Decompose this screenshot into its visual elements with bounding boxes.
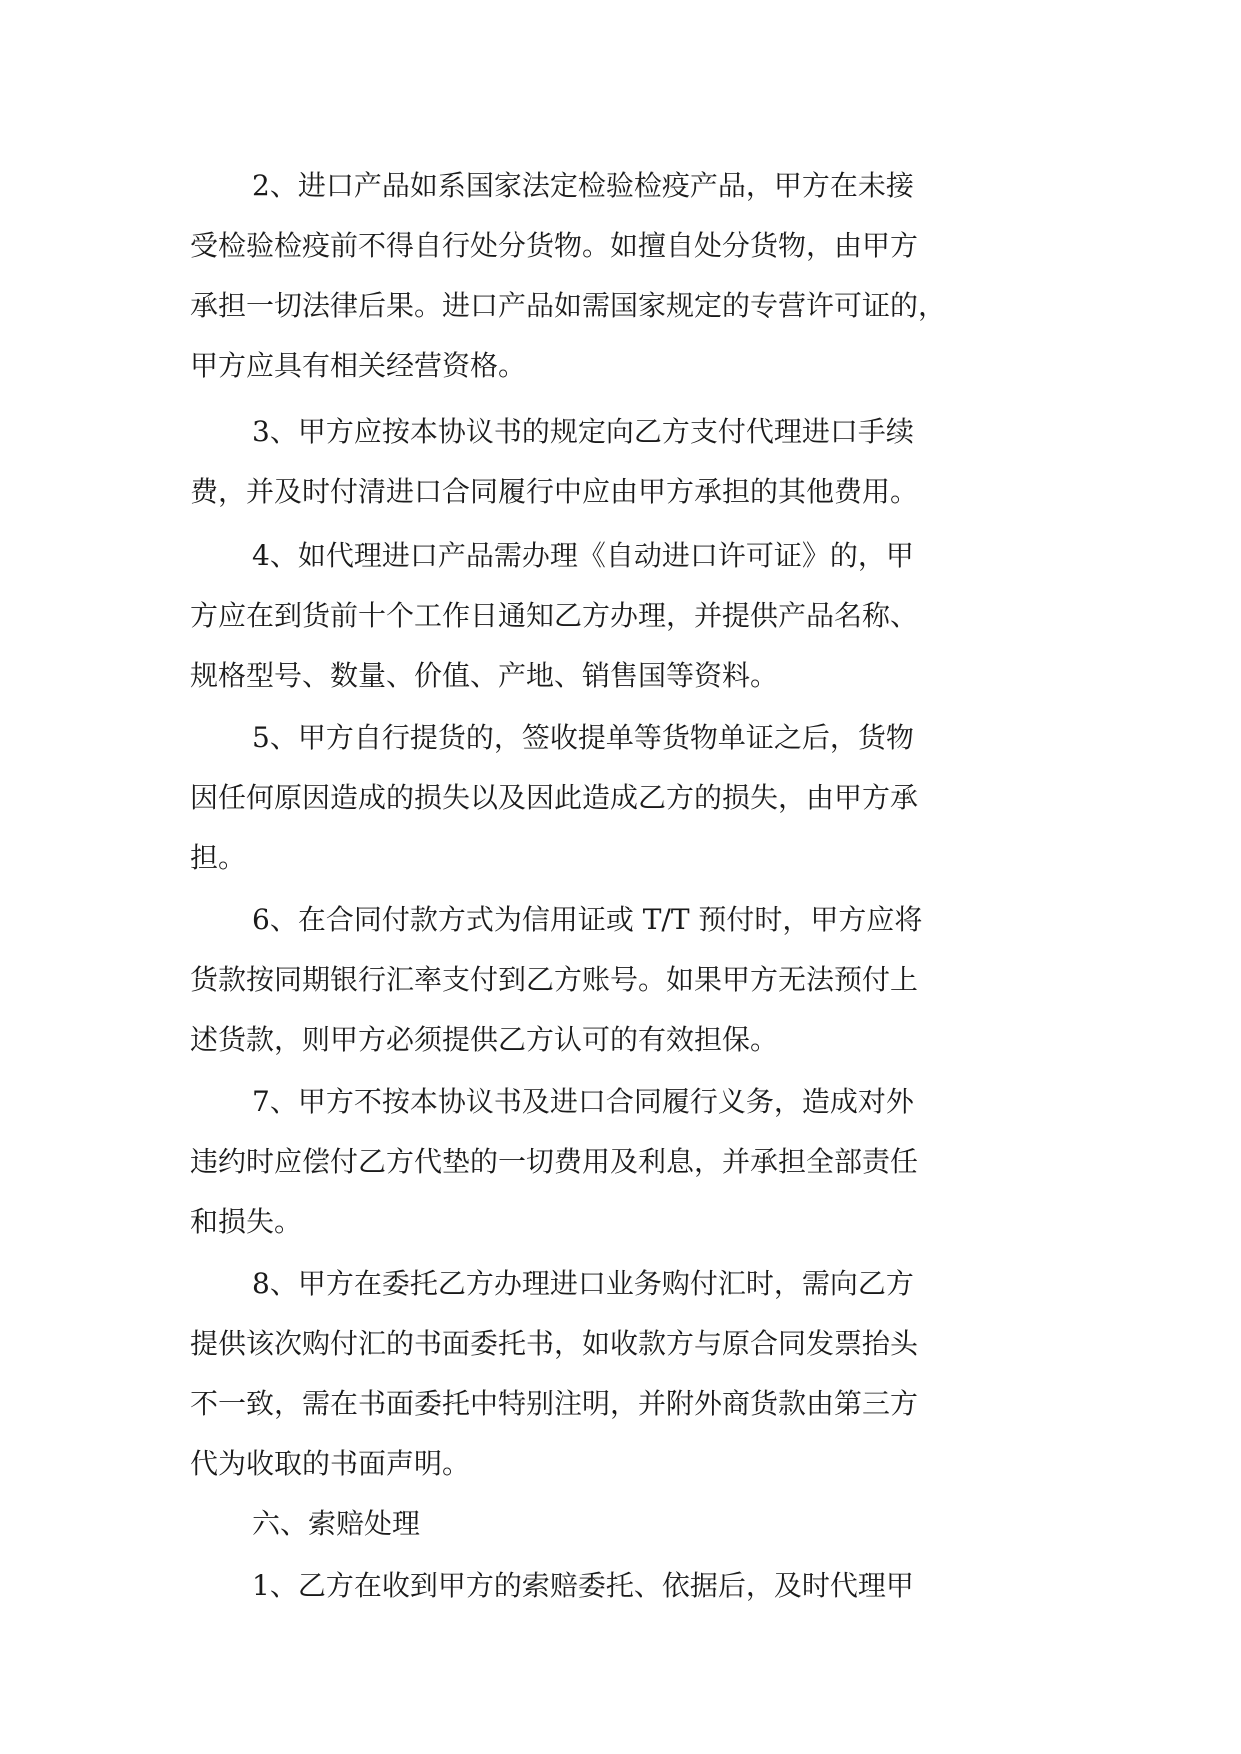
clause-5-line-3: 担。 bbox=[190, 841, 247, 874]
clause-6-line-2: 货款按同期银行汇率支付到乙方账号。如果甲方无法预付上 bbox=[190, 963, 919, 996]
clause-2-line-1: 2、进口产品如系国家法定检验检疫产品，甲方在未接 bbox=[252, 169, 914, 202]
clause-8-line-4: 代为收取的书面声明。 bbox=[190, 1447, 471, 1480]
clause-5-line-1: 5、甲方自行提货的，签收提单等货物单证之后，货物 bbox=[252, 721, 914, 754]
clause-2-line-2: 受检验检疫前不得自行处分货物。如擅自处分货物，由甲方 bbox=[190, 229, 919, 262]
clause-6-line-1: 6、在合同付款方式为信用证或 T/T 预付时，甲方应将 bbox=[252, 903, 923, 936]
clause-4-line-2: 方应在到货前十个工作日通知乙方办理，并提供产品名称、 bbox=[190, 599, 919, 632]
clause-6-line-3: 述货款，则甲方必须提供乙方认可的有效担保。 bbox=[190, 1023, 779, 1056]
clause-3-line-1: 3、甲方应按本协议书的规定向乙方支付代理进口手续 bbox=[252, 415, 914, 448]
clause-7-line-2: 违约时应偿付乙方代垫的一切费用及利息，并承担全部责任 bbox=[190, 1145, 919, 1178]
clause-8-line-2: 提供该次购付汇的书面委托书，如收款方与原合同发票抬头 bbox=[190, 1327, 919, 1360]
section-heading-claims: 六、索赔处理 bbox=[252, 1507, 421, 1540]
clause-3-line-2: 费，并及时付清进口合同履行中应由甲方承担的其他费用。 bbox=[190, 475, 919, 508]
claims-clause-1-line-1: 1、乙方在收到甲方的索赔委托、依据后，及时代理甲 bbox=[252, 1569, 914, 1602]
clause-2-line-3: 承担一切法律后果。进口产品如需国家规定的专营许可证的， bbox=[190, 289, 947, 322]
clause-5-line-2: 因任何原因造成的损失以及因此造成乙方的损失，由甲方承 bbox=[190, 781, 919, 814]
clause-4-line-3: 规格型号、数量、价值、产地、销售国等资料。 bbox=[190, 659, 779, 692]
clause-4-line-1: 4、如代理进口产品需办理《自动进口许可证》的，甲 bbox=[252, 539, 914, 572]
clause-8-line-3: 不一致，需在书面委托中特别注明，并附外商货款由第三方 bbox=[190, 1387, 919, 1420]
clause-8-line-1: 8、甲方在委托乙方办理进口业务购付汇时，需向乙方 bbox=[252, 1267, 914, 1300]
clause-7-line-1: 7、甲方不按本协议书及进口合同履行义务，造成对外 bbox=[252, 1085, 914, 1118]
clause-7-line-3: 和损失。 bbox=[190, 1205, 303, 1238]
clause-2-line-4: 甲方应具有相关经营资格。 bbox=[190, 349, 527, 382]
